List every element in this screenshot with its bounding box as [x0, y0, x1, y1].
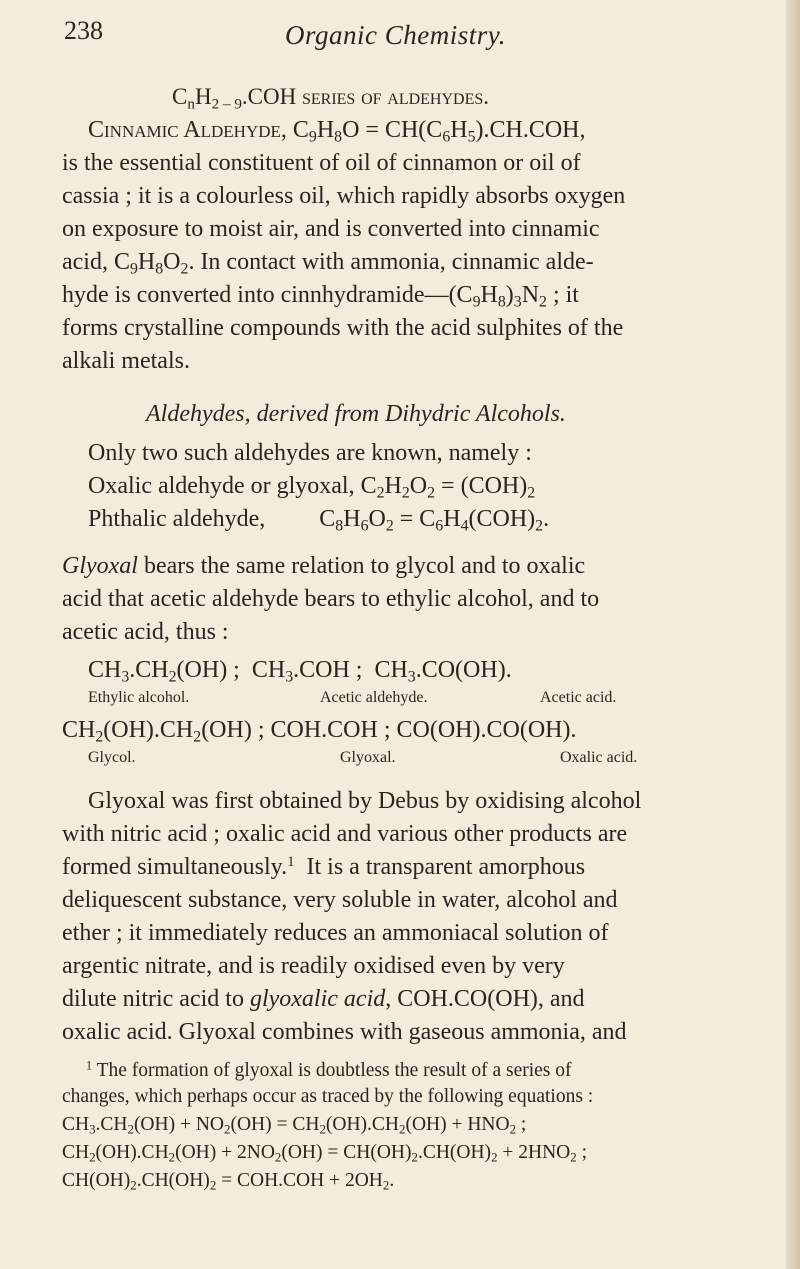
- footnote-line: $^1$ The formation of glyoxal is doubtless the result of a series of: [86, 1058, 572, 1081]
- equation-caption: Oxalic acid.: [560, 749, 638, 766]
- paragraph-line: cassia ; it is a colourless oil, which rapidly absorbs oxygen: [62, 183, 626, 209]
- footnote-line: changes, which perhaps occur as traced by the following equations :: [62, 1086, 594, 1107]
- paragraph-line: argentic nitrate, and is readily oxidised even by very: [62, 953, 565, 979]
- footnote-line: $CH_2(OH).CH_2(OH) + 2NO_2(OH) = CH(OH)_2.CH(OH)_2 + 2HNO_2$ ;: [62, 1142, 587, 1165]
- equation-caption: Acetic acid.: [540, 689, 617, 706]
- paragraph-line: alkali metals.: [62, 348, 190, 374]
- subsection-heading: Aldehydes, derived from Dihydric Alcohols.: [146, 401, 566, 427]
- paragraph-line: oxalic acid. Glyoxal combines with gaseous ammonia, and: [62, 1019, 627, 1045]
- paragraph-line: formed simultaneously.$^1$ It is a transparent amorphous: [62, 853, 586, 880]
- running-title: Organic Chemistry.: [285, 20, 506, 50]
- equation-row: $CH_3.CH_2(OH)$ ; $CH_3.COH$ ; $CH_3.CO(OH)$.: [88, 657, 512, 686]
- paragraph-line: with nitric acid ; oxalic acid and various other products are: [62, 821, 628, 847]
- paragraph-line: Glyoxal was first obtained by Debus by oxidising alcohol: [88, 788, 642, 814]
- equation-caption: Ethylic alcohol.: [88, 689, 190, 706]
- formula-line: Phthalic aldehyde, $C_8H_6O_2 = C_6H_4(COH)_2$.: [88, 506, 550, 535]
- paragraph-line: acid that acetic aldehyde bears to ethylic alcohol, and to: [62, 586, 600, 612]
- formula-line: Oxalic aldehyde or glyoxal, $C_2H_2O_2 = (COH)_2$: [88, 473, 536, 502]
- section-heading: $C_nH_{2 - 9}.COH$ series of aldehydes.: [172, 84, 490, 113]
- paragraph-line: dilute nitric acid to glyoxalic acid, COH.CO(OH), and: [62, 986, 585, 1012]
- paragraph-line: hyde is converted into $cinnhydramide—(C_9H_8)_3N_2$ ; it: [62, 282, 579, 311]
- paragraph-line: acid, $C_9H_8O_2$. In contact with ammonia, cinnamic alde-: [62, 249, 594, 278]
- equation-caption: Glycol.: [88, 749, 136, 766]
- equation-caption: Acetic aldehyde.: [320, 689, 428, 706]
- paragraph-line: on exposure to moist air, and is converted into cinnamic: [62, 216, 600, 242]
- page-number: 238: [64, 16, 103, 45]
- paragraph-line: is the essential constituent of oil of cinnamon or oil of: [62, 150, 581, 176]
- footnote-line: $CH(OH)_2.CH(OH)_2 = COH.COH + 2OH_2$.: [62, 1170, 395, 1193]
- intro-line: Only two such aldehydes are known, namely :: [88, 440, 532, 466]
- equation-caption: Glyoxal.: [340, 749, 396, 766]
- footnote-line: $CH_3.CH_2(OH) + NO_2(OH) = CH_2(OH).CH_2(OH) + HNO_2$ ;: [62, 1114, 527, 1137]
- paragraph-line: Glyoxal bears the same relation to glycol and to oxalic: [62, 553, 586, 579]
- equation-row: $CH_2(OH).CH_2(OH)$ ; COH.COH ; CO(OH).CO(OH).: [62, 717, 577, 746]
- paragraph-line: Cinnamic Aldehyde, $C_9H_8O = CH(C_6H_5).CH.COH$,: [88, 117, 586, 146]
- paragraph-line: forms crystalline compounds with the acid sulphites of the: [62, 315, 624, 341]
- paragraph-line: ether ; it immediately reduces an ammoniacal solution of: [62, 920, 609, 946]
- paragraph-line: deliquescent substance, very soluble in water, alcohol and: [62, 887, 618, 913]
- paragraph-line: acetic acid, thus :: [62, 619, 229, 645]
- page-edge-shadow: [786, 0, 800, 1269]
